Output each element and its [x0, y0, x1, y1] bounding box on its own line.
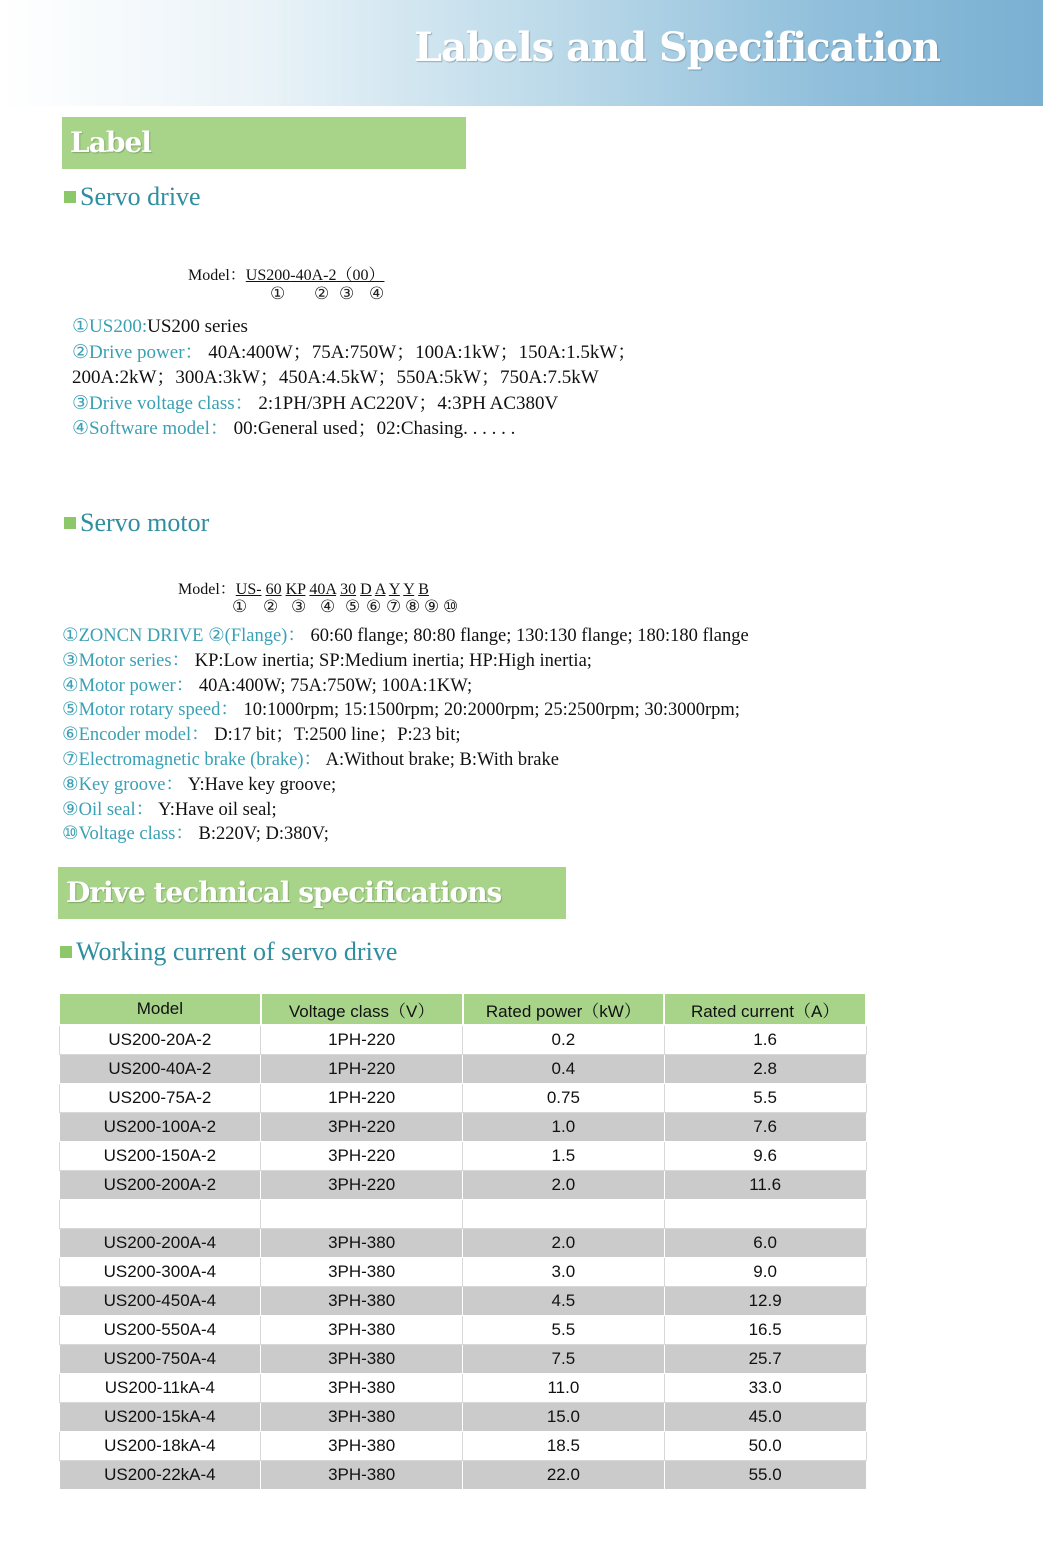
table-cell: 5.5: [664, 1084, 866, 1113]
drive-line: ③Drive voltage class： 2:1PH/3PH AC220V；4:3PH AC380V: [72, 392, 559, 414]
motor-model-code: Model：US- 60 KP 40A 30 D A Y Y B: [178, 581, 429, 598]
drive-line: 200A:2kW；300A:3kW；450A:4.5kW；550A:5kW；750A:7.5kW: [72, 367, 599, 388]
square-bullet-icon: [64, 191, 76, 203]
table-row: [59, 1461, 866, 1490]
table-cell: 5.5: [463, 1316, 665, 1345]
table-cell: 11.0: [463, 1374, 665, 1403]
motor-marker-9: ⑨: [424, 597, 440, 617]
table-cell: [463, 1200, 665, 1229]
table-cell: 3PH-220: [261, 1142, 463, 1171]
table-cell: 1.6: [664, 1025, 866, 1055]
table-row: [59, 1055, 866, 1084]
table-cell: 0.75: [463, 1084, 665, 1113]
motor-marker-3: ③: [291, 597, 307, 617]
table-row: [59, 1171, 866, 1200]
table-cell: US200-15kA-4: [59, 1403, 261, 1432]
table-cell: 3PH-380: [261, 1345, 463, 1374]
table-spacer-row: [59, 1200, 866, 1229]
table-row: [59, 1287, 866, 1316]
table-cell: 4.5: [463, 1287, 665, 1316]
table-cell: [261, 1200, 463, 1229]
table-cell: US200-450A-4: [59, 1287, 261, 1316]
table-cell: 3PH-380: [261, 1403, 463, 1432]
table-row: [59, 1316, 866, 1345]
table-row: [59, 1374, 866, 1403]
table-cell: 2.8: [664, 1055, 866, 1084]
table-cell: 3PH-380: [261, 1229, 463, 1258]
table-cell: 1PH-220: [261, 1084, 463, 1113]
table-row: [59, 1432, 866, 1461]
table-row: [59, 1403, 866, 1432]
table-row: [59, 1258, 866, 1287]
table-cell: 16.5: [664, 1316, 866, 1345]
label-banner: Label: [62, 117, 466, 169]
column-header-model: Model: [59, 993, 261, 1025]
table-cell: US200-75A-2: [59, 1084, 261, 1113]
table-cell: 7.5: [463, 1345, 665, 1374]
table-cell: US200-200A-2: [59, 1171, 261, 1200]
table-body: [59, 1025, 866, 1490]
table-cell: US200-150A-2: [59, 1142, 261, 1171]
motor-marker-1: ①: [232, 597, 248, 617]
table-cell: 6.0: [664, 1229, 866, 1258]
table-cell: US200-200A-4: [59, 1229, 261, 1258]
table-cell: 15.0: [463, 1403, 665, 1432]
table-row: [59, 1345, 866, 1374]
table-cell: US200-22kA-4: [59, 1461, 261, 1490]
table-cell: 33.0: [664, 1374, 866, 1403]
table-cell: 12.9: [664, 1287, 866, 1316]
table-cell: [664, 1200, 866, 1229]
table-cell: 3PH-380: [261, 1374, 463, 1403]
table-cell: 3PH-380: [261, 1287, 463, 1316]
motor-marker-6: ⑥: [366, 597, 382, 617]
servo-motor-heading: Servo motor: [64, 508, 209, 538]
drive-line: ①US200:US200 series: [72, 316, 248, 337]
table-cell: 3.0: [463, 1258, 665, 1287]
table-cell: 3PH-380: [261, 1316, 463, 1345]
table-cell: 25.7: [664, 1345, 866, 1374]
motor-marker-7: ⑦: [386, 597, 402, 617]
drive-marker-3: ③: [339, 284, 355, 304]
working-current-heading: Working current of servo drive: [60, 937, 397, 967]
column-header-current: Rated current（A）: [664, 993, 866, 1025]
table-cell: 0.4: [463, 1055, 665, 1084]
table-cell: 2.0: [463, 1229, 665, 1258]
table-cell: [59, 1200, 261, 1229]
table-row: [59, 1025, 866, 1055]
motor-line: ④Motor power： 40A:400W; 75A:750W; 100A:1KW;: [62, 675, 473, 696]
table-row: [59, 1113, 866, 1142]
motor-line: ⑥Encoder model： D:17 bit；T:2500 line；P:23 bit;: [62, 725, 461, 746]
table-cell: US200-20A-2: [59, 1025, 261, 1055]
table-cell: US200-40A-2: [59, 1055, 261, 1084]
motor-marker-10: ⑩: [443, 597, 459, 617]
page-title: Labels and Specification: [414, 24, 940, 71]
drive-marker-4: ④: [369, 284, 385, 304]
table-header-row: [59, 993, 866, 1025]
table-cell: US200-300A-4: [59, 1258, 261, 1287]
column-header-voltage: Voltage class（V）: [261, 993, 463, 1025]
spec-banner: Drive technical specifications: [58, 867, 566, 919]
table-cell: US200-100A-2: [59, 1113, 261, 1142]
motor-line: ⑧Key groove： Y:Have key groove;: [62, 774, 337, 795]
motor-line: ⑦Electromagnetic brake (brake)： A:Without brake; B:With brake: [62, 749, 559, 770]
table-cell: 11.6: [664, 1171, 866, 1200]
drive-model-code: Model：US200-40A-2（00）: [188, 267, 385, 284]
table-cell: 1PH-220: [261, 1025, 463, 1055]
table-cell: 1.0: [463, 1113, 665, 1142]
table-cell: 9.0: [664, 1258, 866, 1287]
motor-description: [62, 624, 749, 847]
table-row: [59, 1142, 866, 1171]
table-cell: 1.5: [463, 1142, 665, 1171]
drive-marker-1: ①: [270, 284, 286, 304]
table-cell: 3PH-380: [261, 1258, 463, 1287]
table-row: [59, 1229, 866, 1258]
table-cell: 1PH-220: [261, 1055, 463, 1084]
table-cell: 2.0: [463, 1171, 665, 1200]
drive-line: ②Drive power： 40A:400W；75A:750W；100A:1kW；150A:1.5kW；: [72, 341, 637, 363]
table-cell: 50.0: [664, 1432, 866, 1461]
servo-drive-heading: Servo drive: [64, 182, 201, 212]
table-cell: 18.5: [463, 1432, 665, 1461]
column-header-power: Rated power（kW）: [463, 993, 665, 1025]
square-bullet-icon: [64, 517, 76, 529]
motor-line: ⑩Voltage class： B:220V; D:380V;: [62, 824, 329, 845]
motor-line: ⑨Oil seal： Y:Have oil seal;: [62, 799, 277, 820]
table-cell: 3PH-220: [261, 1113, 463, 1142]
table-cell: 3PH-380: [261, 1432, 463, 1461]
drive-marker-2: ②: [314, 284, 330, 304]
table-cell: US200-18kA-4: [59, 1432, 261, 1461]
motor-line: ①ZONCN DRIVE ②(Flange)： 60:60 flange; 80:80 flange; 130:130 flange; 180:180 flange: [62, 626, 749, 646]
table-cell: 3PH-380: [261, 1461, 463, 1490]
working-current-table: [58, 992, 867, 1490]
table-cell: US200-11kA-4: [59, 1374, 261, 1403]
table-cell: 9.6: [664, 1142, 866, 1171]
drive-description: [72, 314, 636, 442]
motor-line: ⑤Motor rotary speed： 10:1000rpm; 15:1500rpm; 20:2000rpm; 25:2500rpm; 30:3000rpm;: [62, 700, 740, 721]
motor-marker-2: ②: [263, 597, 279, 617]
table-cell: 22.0: [463, 1461, 665, 1490]
drive-line: ④Software model： 00:General used；02:Chasing. . . . . .: [72, 418, 516, 439]
table-cell: 55.0: [664, 1461, 866, 1490]
motor-marker-5: ⑤: [345, 597, 361, 617]
table-cell: 45.0: [664, 1403, 866, 1432]
table-cell: 3PH-220: [261, 1171, 463, 1200]
table-cell: 0.2: [463, 1025, 665, 1055]
table-cell: US200-550A-4: [59, 1316, 261, 1345]
table-cell: 7.6: [664, 1113, 866, 1142]
table-row: [59, 1084, 866, 1113]
motor-marker-4: ④: [320, 597, 336, 617]
motor-line: ③Motor series： KP:Low inertia; SP:Medium inertia; HP:High inertia;: [62, 650, 592, 671]
motor-marker-8: ⑧: [405, 597, 421, 617]
square-bullet-icon: [60, 946, 72, 958]
table-cell: US200-750A-4: [59, 1345, 261, 1374]
